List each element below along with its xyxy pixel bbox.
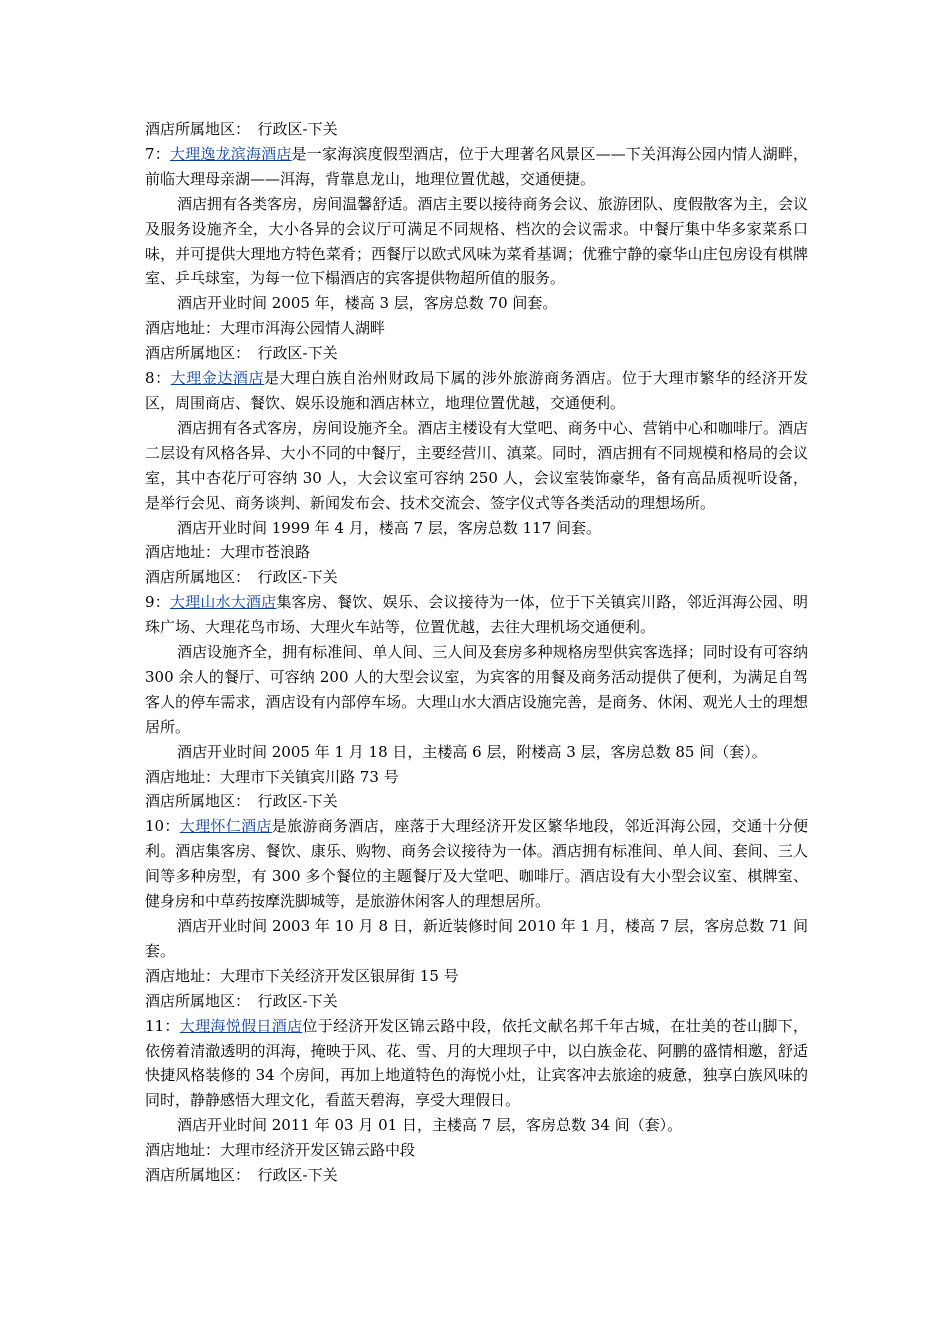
hotel-entry-11 — [145, 1014, 808, 1188]
hotel-entry-8 — [145, 366, 808, 590]
entry-number: 7： — [145, 144, 170, 163]
region-line: 酒店所属地区： 行政区-下关 — [145, 1166, 338, 1185]
hotel-entry-9 — [145, 590, 808, 814]
address-line: 酒店地址：大理市苍浪路 — [145, 543, 311, 562]
hotel-entry-7 — [145, 142, 808, 366]
hotel-intro — [145, 814, 808, 914]
region-line: 酒店所属地区： 行政区-下关 — [145, 120, 338, 138]
hotel-name-link[interactable]: 大理金达酒店 — [170, 369, 265, 388]
document-page — [145, 117, 808, 1188]
intro-text: 是一家海滨度假型酒店，位于大理著名风景区——下关洱海公园内情人湖畔，前临大理母亲湖——洱海，背靠息龙山，地理位置优越，交通便捷。 — [145, 144, 808, 188]
region-line: 酒店所属地区： 行政区-下关 — [145, 792, 338, 811]
entry-number: 11： — [145, 1016, 180, 1035]
region-line: 酒店所属地区： 行政区-下关 — [145, 344, 338, 363]
intro-text: 集客房、餐饮、娱乐、会议接待为一体，位于下关镇宾川路，邻近洱海公园、明珠广场、大理花鸟市场、大理火车站等，位置优越，去往大理机场交通便利。 — [145, 593, 808, 637]
address-line: 酒店地址：大理市洱海公园情人湖畔 — [145, 319, 386, 338]
hotel-name-link[interactable]: 大理海悦假日酒店 — [179, 1016, 303, 1035]
hotel-name-link[interactable]: 大理怀仁酒店 — [179, 817, 272, 836]
description-paragraph: 酒店设施齐全，拥有标准间、单人间、三人间及套房多种规格房型供宾客选择；同时设有可容纳 300 余人的餐厅、可容纳 200 人的大型会议室，为宾客的用餐及商务活动提供了便利，为满足自驾客人的停车需求，酒店设有内部停车场。大理山水大酒店设施完善，是商务、休闲、观光人士的理想居所。 — [145, 643, 808, 736]
opening-info: 酒店开业时间 1999 年 4 月，楼高 7 层，客房总数 117 间套。 — [177, 518, 602, 537]
opening-info: 酒店开业时间 2005 年，楼高 3 层，客房总数 70 间套。 — [177, 294, 558, 313]
region-line: 酒店所属地区： 行政区-下关 — [145, 991, 338, 1010]
intro-text: 位于经济开发区锦云路中段，依托文献名邦千年古城，在壮美的苍山脚下，依傍着清澈透明的洱海，掩映于风、花、雪、月的大理坝子中，以白族金花、阿鹏的盛情相邀，舒适快捷风格装修的 34 个房间，再加上地道特色的海悦小灶，让宾客冲去旅途的疲惫，独享白族风味的同时，静静感悟大理文化，看蓝天碧海，享受大理假日。 — [145, 1016, 808, 1110]
opening-info: 酒店开业时间 2003 年 10 月 8 日，新近装修时间 2010 年 1 月，楼高 7 层，客房总数 71 间套。 — [145, 917, 808, 960]
hotel-intro — [145, 590, 808, 640]
description-paragraph: 酒店拥有各类客房，房间温馨舒适。酒店主要以接待商务会议、旅游团队、度假散客为主，会议及服务设施齐全，大小各异的会议厅可满足不同规格、档次的会议需求。中餐厅集中华多家菜系口味，并可提供大理地方特色菜肴；西餐厅以欧式风味为菜肴基调；优雅宁静的豪华山庄包房设有棋牌室、乒乓球室，为每一位下榻酒店的宾客提供物超所值的服务。 — [145, 194, 808, 288]
region-line: 酒店所属地区： 行政区-下关 — [145, 568, 338, 587]
entry-number: 9： — [145, 593, 170, 612]
intro-text: 是大理白族自治州财政局下属的涉外旅游商务酒店。位于大理市繁华的经济开发区，周围商店、餐饮、娱乐设施和酒店林立，地理位置优越，交通便利。 — [145, 369, 808, 412]
hotel-intro — [145, 142, 808, 192]
opening-info: 酒店开业时间 2005 年 1 月 18 日，主楼高 6 层，附楼高 3 层，客房总数 85 间（套）。 — [177, 742, 767, 761]
hotel-entry-10 — [145, 814, 808, 1013]
address-line: 酒店地址：大理市下关镇宾川路 73 号 — [145, 767, 399, 786]
intro-text: 是旅游商务酒店，座落于大理经济开发区繁华地段，邻近洱海公园，交通十分便利。酒店集客房、餐饮、康乐、购物、商务会议接待为一体。酒店拥有标准间、单人间、套间、三人间等多种房型，有 300 多个餐位的主题餐厅及大堂吧、咖啡厅。酒店设有大小型会议室、棋牌室、健身房和中草药按摩洗脚城等，是旅游休闲客人的理想居所。 — [145, 817, 808, 911]
opening-info: 酒店开业时间 2011 年 03 月 01 日，主楼高 7 层，客房总数 34 间（套）。 — [177, 1116, 683, 1135]
entry-number: 10： — [145, 817, 180, 836]
description-paragraph: 酒店拥有各式客房，房间设施齐全。酒店主楼设有大堂吧、商务中心、营销中心和咖啡厅。酒店二层设有风格各异、大小不同的中餐厅，主要经营川、滇菜。同时，酒店拥有不同规模和格局的会议室，其中杏花厅可容纳 30 人，大会议室可容纳 250 人，会议室装饰豪华，备有高品质视听设备，是举行会见、商务谈判、新闻发布会、技术交流会、签字仪式等各类活动的理想场所。 — [145, 418, 808, 512]
address-line: 酒店地址：大理市下关经济开发区银屏街 15 号 — [145, 966, 459, 985]
hotel-name-link[interactable]: 大理逸龙滨海酒店 — [169, 144, 292, 163]
hotel-name-link[interactable]: 大理山水大酒店 — [169, 593, 277, 612]
hotel-intro — [145, 366, 808, 416]
hotel-intro — [145, 1014, 808, 1114]
entry-number: 8： — [145, 369, 171, 388]
address-line: 酒店地址：大理市经济开发区锦云路中段 — [145, 1141, 416, 1160]
